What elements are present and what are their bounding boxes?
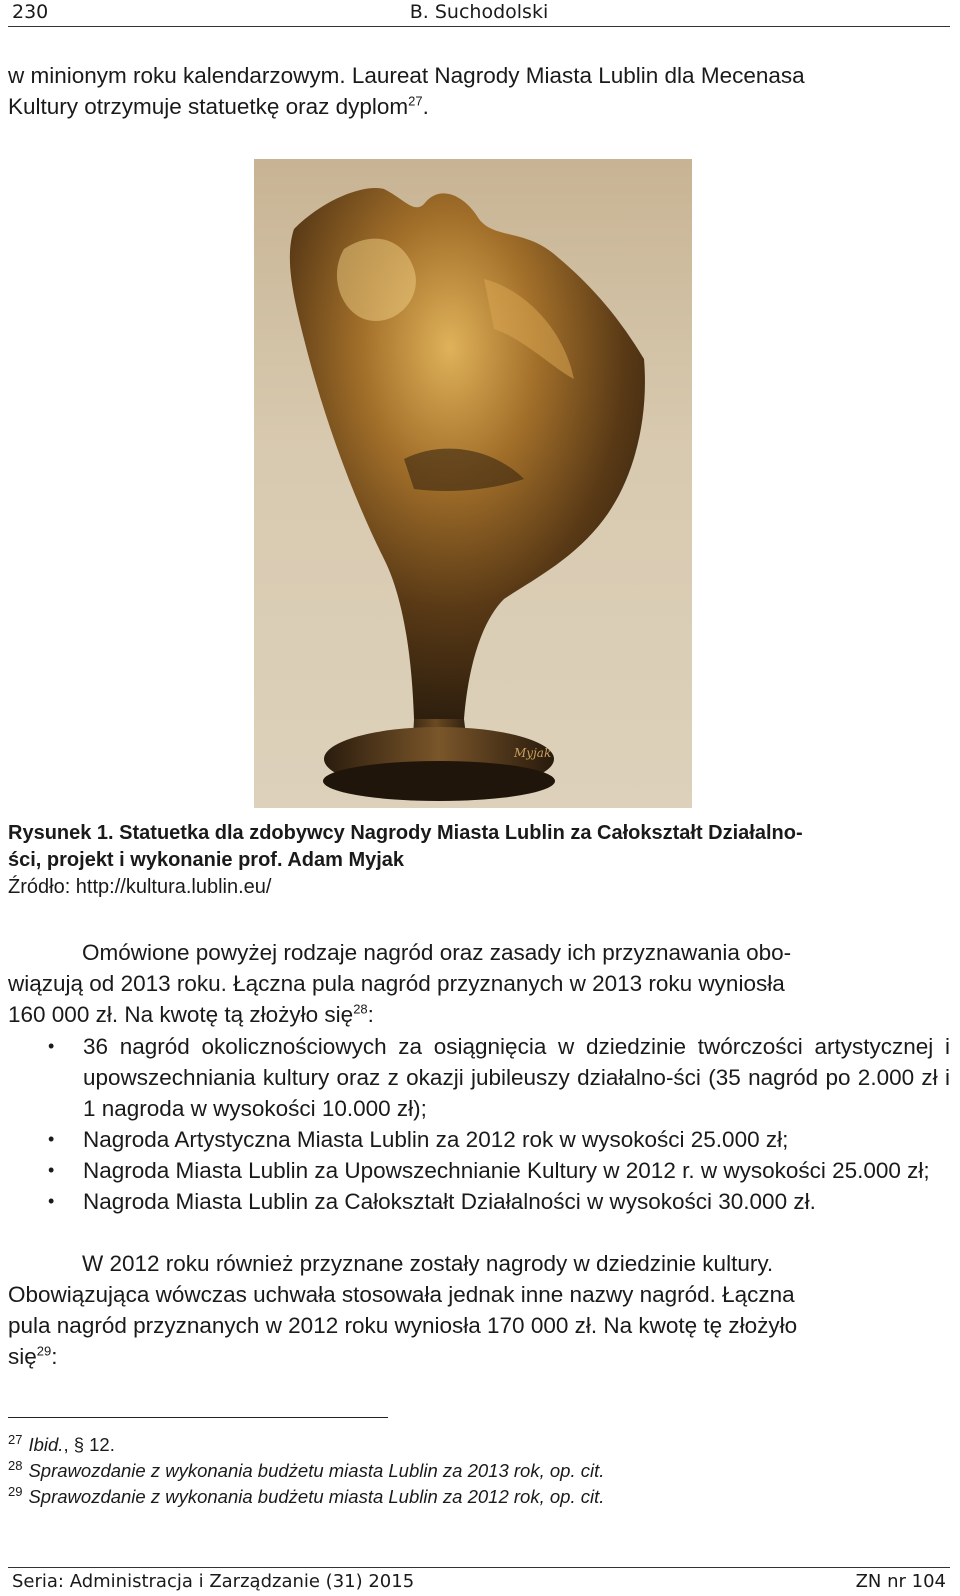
bullet-icon: •: [48, 1036, 55, 1056]
p2-end: :: [51, 1344, 58, 1369]
footnote-italic: Sprawozdanie z wykonania budżetu miasta Lublin za 2013 rok, op. cit.: [28, 1460, 605, 1481]
p2-line-3: pula nagród przyznanych w 2012 roku wyniosła 170 000 zł. Na kwotę tę złożyło: [8, 1313, 798, 1338]
footnote-mark: 29: [8, 1483, 23, 1499]
bullet-icon: •: [48, 1160, 55, 1180]
p1-line-2: wiązują od 2013 roku. Łączna pula nagród przyznanych w 2013 roku wyniosła: [8, 971, 785, 996]
footnote-text: , § 12.: [63, 1434, 115, 1455]
caption-label: [8, 820, 946, 847]
page-number: 230: [12, 1, 49, 23]
caption-source: Źródło: http://kultura.lublin.eu/: [8, 876, 272, 898]
figure-caption: [8, 820, 946, 901]
footnote-ref-29[interactable]: 29: [36, 1343, 52, 1359]
list-item-text: Nagroda Artystyczna Miasta Lublin za 2012 rok w wysokości 25.000 zł;: [83, 1127, 789, 1152]
intro-paragraph: [8, 60, 950, 122]
list-item-text: Nagroda Miasta Lublin za Upowszechnianie Kultury w 2012 r. w wysokości 25.000 zł;: [83, 1158, 930, 1183]
statuette-photo: [254, 159, 692, 808]
list-item: [8, 1186, 950, 1217]
intro-line-1: w minionym roku kalendarzowym. Laureat Nagrody Miasta Lublin dla Mecenasa: [8, 63, 805, 88]
series-label: Seria: Administracja i Zarządzanie (31) 2015: [12, 1571, 415, 1592]
list-item: [8, 1124, 950, 1155]
intro-line-2-text: Kultury otrzymuje statuetkę oraz dyplom: [8, 94, 409, 119]
intro-line-2: [8, 91, 950, 122]
list-item-text: 36 nagród okolicznościowych za osiągnięcia w dziedzinie twórczości artystycznej i upowszechniania kultury oraz z okazji jubileuszy działalno-ści (35 nagród po 2.000 zł i 1 nagroda w wysokości 10.000 zł);: [83, 1034, 950, 1121]
running-author: B. Suchodolski: [409, 1, 549, 23]
footnote-ref-27[interactable]: 27: [408, 93, 423, 109]
bullet-icon: •: [48, 1191, 55, 1211]
p1-end: :: [367, 1002, 374, 1027]
p2-line-4: [8, 1341, 950, 1372]
footnote-mark: 28: [8, 1457, 23, 1473]
page-footer: [8, 1567, 950, 1594]
caption-label-cont-text: ści, projekt i wykonanie prof. Adam Myjak: [8, 849, 405, 871]
footnote-29: [8, 1485, 604, 1509]
list-item: [8, 1031, 950, 1124]
p2-line-4-text: się: [8, 1344, 37, 1369]
footnote-ref-28[interactable]: 28: [353, 1001, 368, 1017]
body-paragraph-1: [8, 937, 950, 1030]
footnote-italic: Ibid.: [28, 1434, 64, 1455]
award-list: [8, 1031, 950, 1217]
bronze-statuette-icon: [254, 159, 692, 808]
intro-end: .: [422, 94, 429, 119]
p1-line-3-text: 160 000 zł. Na kwotę tą złożyło się: [8, 1002, 354, 1027]
p1-line-3: [8, 999, 950, 1030]
list-item-text: Nagroda Miasta Lublin za Całokształt Działalności w wysokości 30.000 zł.: [83, 1189, 816, 1214]
p2-line-1: W 2012 roku również przyznane zostały nagrody w dziedzinie kultury.: [82, 1251, 774, 1276]
caption-label-text: Rysunek 1. Statuetka dla zdobywcy Nagrody Miasta Lublin za Całokształt Działalno-: [8, 822, 803, 844]
body-paragraph-2: [8, 1248, 950, 1372]
caption-label-cont: [8, 847, 946, 874]
p2-line-2: Obowiązująca wówczas uchwała stosowała jednak inne nazwy nagród. Łączna: [8, 1282, 795, 1307]
list-item: [8, 1155, 950, 1186]
footnote-divider: [8, 1417, 388, 1418]
footnote-italic: Sprawozdanie z wykonania budżetu miasta Lublin za 2012 rok, op. cit.: [28, 1486, 605, 1507]
p1-line-1: Omówione powyżej rodzaje nagród oraz zasady ich przyznawania obo-: [82, 940, 792, 965]
issue-label: ZN nr 104: [855, 1571, 946, 1592]
bullet-icon: •: [48, 1129, 55, 1149]
page-header: [8, 0, 950, 27]
footnote-27: [8, 1433, 115, 1457]
statuette-signature: Myjak: [514, 746, 552, 760]
footnote-28: [8, 1459, 604, 1483]
footnote-mark: 27: [8, 1431, 23, 1447]
